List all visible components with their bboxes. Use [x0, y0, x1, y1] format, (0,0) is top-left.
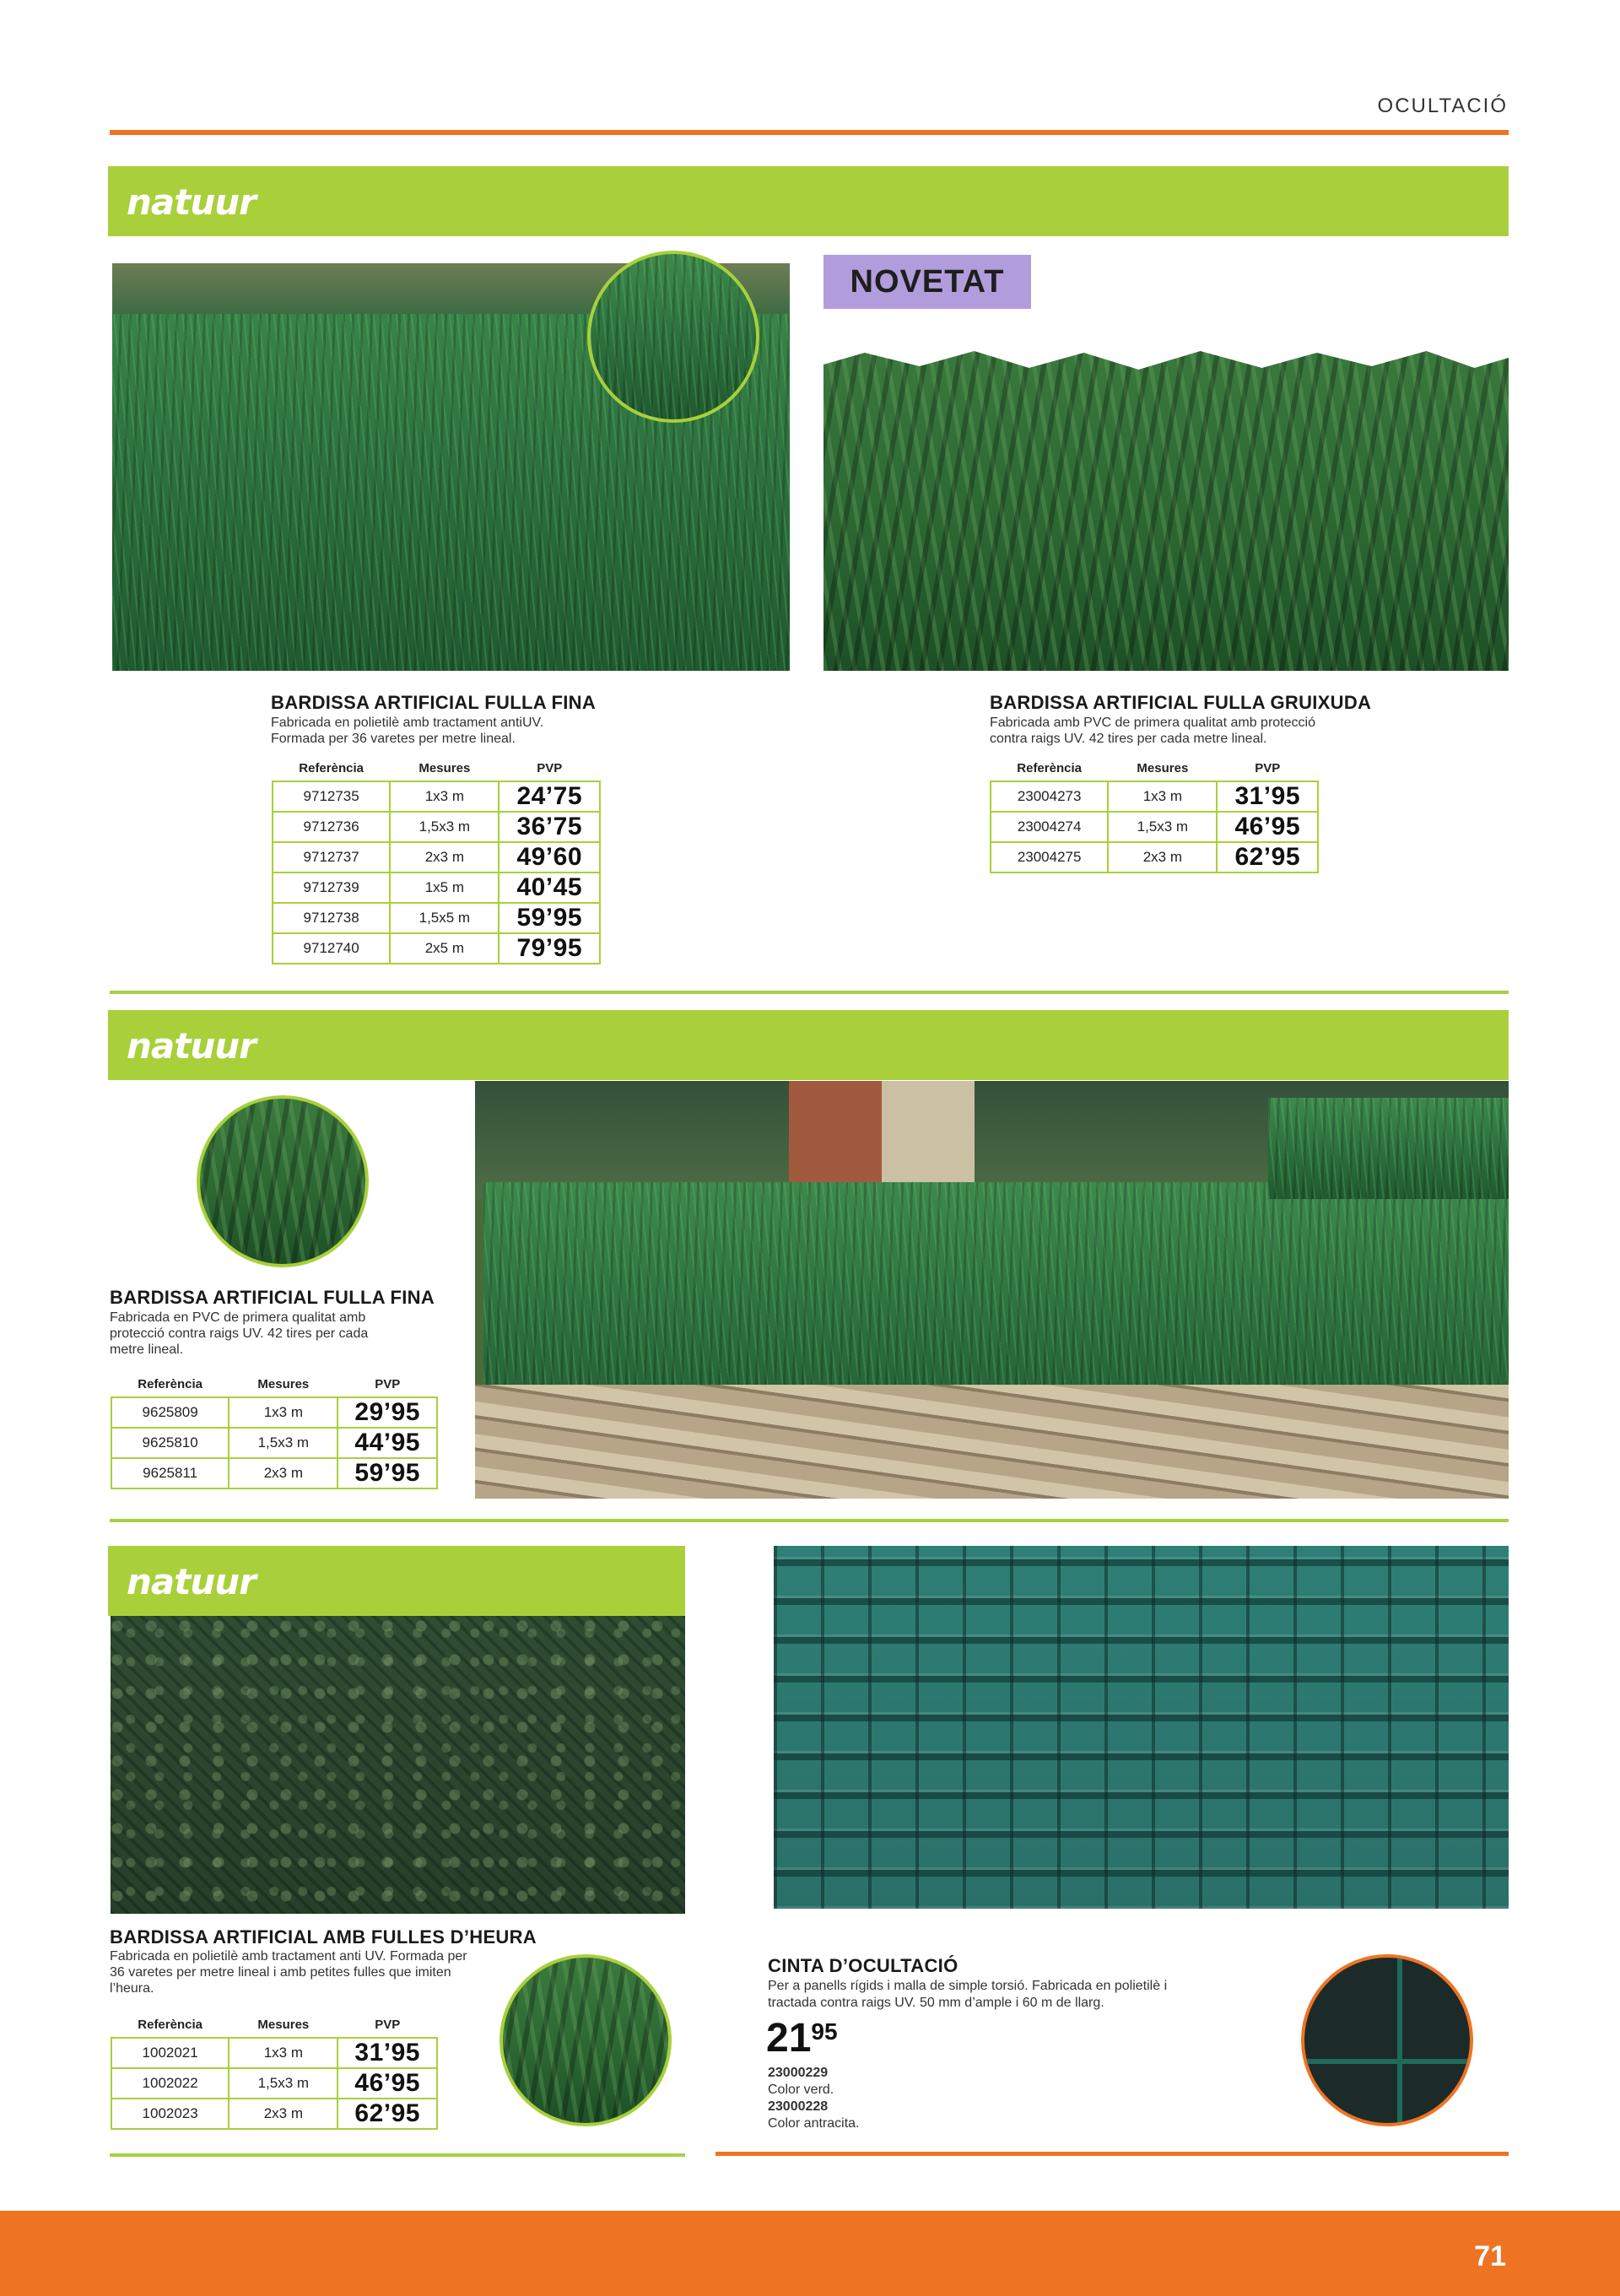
section-divider-2	[110, 1519, 1509, 1522]
price-decimal: 95	[811, 2018, 838, 2045]
price-cell: 46’95	[338, 2068, 437, 2099]
price-table-3	[111, 1377, 438, 1489]
desc-line: Fabricada en polietilè amb tractament anti UV. Formada per	[110, 1949, 467, 1964]
natuur-logo: natuur	[127, 1561, 256, 1602]
ref-cell: 1002022	[111, 2068, 229, 2099]
detail-circle-pvc	[197, 1095, 369, 1267]
table-row	[111, 2099, 437, 2129]
price-cell: 24’75	[499, 781, 600, 812]
price-cell: 49’60	[499, 842, 600, 872]
tape-title: CINTA D’OCULTACIÓ	[768, 1955, 958, 1976]
variant-color: Color verd.	[768, 2083, 834, 2097]
size-cell: 2x5 m	[390, 933, 499, 964]
brand-bar-1	[108, 166, 1509, 236]
size-cell: 2x3 m	[229, 2099, 338, 2129]
natuur-logo: natuur	[127, 181, 256, 223]
product-photo-tape	[774, 1546, 1509, 1909]
col-ref: Referència	[138, 1377, 202, 1391]
ref-cell: 9712736	[273, 812, 390, 842]
table-row	[273, 781, 600, 812]
price-cell: 31’95	[1217, 781, 1318, 812]
col-size: Mesures	[1137, 761, 1189, 775]
col-price: PVP	[537, 761, 563, 775]
col-ref: Referència	[299, 761, 364, 775]
price-table-1	[272, 761, 601, 964]
size-cell: 2x3 m	[390, 842, 499, 872]
product-title-1: BARDISSA ARTIFICIAL FULLA FINA	[271, 692, 597, 713]
col-size: Mesures	[257, 2018, 310, 2032]
table-row	[273, 812, 600, 842]
size-cell: 2x3 m	[229, 1458, 338, 1488]
table-row	[273, 933, 600, 964]
section-divider-3	[110, 2153, 685, 2157]
ref-cell: 23004273	[991, 781, 1108, 812]
section-divider-1	[110, 991, 1509, 994]
new-badge: NOVETAT	[824, 255, 1031, 309]
page-number: 71	[1474, 2240, 1506, 2272]
table-row	[111, 2068, 437, 2099]
table-row	[111, 2038, 437, 2068]
ref-cell: 1002021	[111, 2038, 229, 2068]
ref-cell: 23004275	[991, 842, 1108, 872]
table-row	[991, 842, 1318, 872]
product-desc-1	[271, 715, 543, 747]
ref-cell: 9712735	[273, 781, 390, 812]
ref-cell: 1002023	[111, 2099, 229, 2129]
detail-circle-ivy	[500, 1954, 672, 2126]
desc-line: 36 varetes per metre lineal i amb petites fulles que imiten	[110, 1965, 451, 1980]
desc-line: Fabricada amb PVC de primera qualitat amb protecció	[990, 716, 1315, 730]
desc-line: contra raigs UV. 42 tires per cada metre lineal.	[990, 732, 1267, 746]
product-desc-3	[110, 1310, 368, 1358]
size-cell: 2x3 m	[1108, 842, 1217, 872]
hedge-top-edge	[824, 338, 1509, 371]
table-row	[111, 1397, 437, 1428]
product-title-3: BARDISSA ARTIFICIAL FULLA FINA	[110, 1287, 435, 1308]
size-cell: 1x3 m	[1108, 781, 1217, 812]
ref-cell: 9712738	[273, 903, 390, 933]
photo-house	[789, 1081, 882, 1199]
price-cell: 44’95	[338, 1428, 437, 1458]
brand-bar-3	[108, 1546, 685, 1616]
col-ref: Referència	[138, 2018, 202, 2032]
header-divider	[110, 130, 1509, 135]
tape-variants	[768, 2065, 860, 2132]
price-table-2	[990, 761, 1319, 873]
product-photo-thick-hedge	[824, 338, 1509, 671]
col-price: PVP	[1255, 761, 1281, 775]
desc-line: tractada contra raigs UV. 50 mm d’ample i 60 m de llarg.	[768, 1996, 1104, 2010]
size-cell: 1x5 m	[390, 872, 499, 903]
price-integer: 21	[766, 2016, 812, 2061]
size-cell: 1,5x3 m	[1108, 812, 1217, 842]
size-cell: 1,5x5 m	[390, 903, 499, 933]
size-cell: 1,5x3 m	[229, 1428, 338, 1458]
desc-line: l’heura.	[110, 1981, 154, 1996]
ref-cell: 9712737	[273, 842, 390, 872]
variant-color: Color antracita.	[768, 2116, 860, 2131]
price-cell: 59’95	[338, 1458, 437, 1488]
tape-desc	[768, 1978, 1167, 2012]
price-cell: 79’95	[499, 933, 600, 964]
brand-bar-2	[108, 1010, 1509, 1080]
desc-line: Fabricada en polietilè amb tractament antiUV.	[271, 716, 544, 730]
table-row	[111, 1458, 437, 1488]
ref-cell: 9625810	[111, 1428, 229, 1458]
photo-hedge-top	[1268, 1098, 1509, 1199]
product-title-2: BARDISSA ARTIFICIAL FULLA GRUIXUDA	[990, 692, 1372, 713]
table-row	[273, 842, 600, 872]
section-label: OCULTACIÓ	[1377, 95, 1508, 117]
ref-cell: 23004274	[991, 812, 1108, 842]
size-cell: 1,5x3 m	[390, 812, 499, 842]
detail-circle-tape	[1301, 1954, 1473, 2126]
photo-house-stone	[882, 1081, 975, 1199]
tape-price	[766, 2015, 838, 2061]
price-cell: 31’95	[338, 2038, 437, 2068]
variant-ref: 23000229	[768, 2066, 829, 2080]
table-row	[991, 812, 1318, 842]
natuur-logo: natuur	[127, 1025, 256, 1067]
product-desc-2	[990, 715, 1315, 747]
footer-bar	[0, 2211, 1620, 2296]
product-desc-4	[110, 1948, 467, 1996]
detail-circle-fine	[587, 251, 759, 423]
table-row	[991, 781, 1318, 812]
price-cell: 59’95	[499, 903, 600, 933]
ref-cell: 9712739	[273, 872, 390, 903]
table-row	[273, 872, 600, 903]
section-divider-4	[716, 2152, 1509, 2156]
col-price: PVP	[375, 2018, 401, 2032]
product-photo-wall-hedge	[475, 1081, 1509, 1499]
price-cell: 36’75	[499, 812, 600, 842]
col-price: PVP	[375, 1377, 401, 1391]
col-size: Mesures	[418, 761, 471, 775]
photo-stone-wall	[475, 1385, 1509, 1499]
ref-cell: 9625811	[111, 1458, 229, 1488]
size-cell: 1x3 m	[390, 781, 499, 812]
price-cell: 40’45	[499, 872, 600, 903]
desc-line: Per a panells rígids i malla de simple torsió. Fabricada en polietilè i	[768, 1979, 1168, 1993]
variant-ref: 23000228	[768, 2099, 829, 2114]
ref-cell: 9712740	[273, 933, 390, 964]
tape-wire-v	[1397, 1958, 1402, 2123]
price-cell: 46’95	[1217, 812, 1318, 842]
table-row	[273, 903, 600, 933]
product-photo-ivy-hedge	[111, 1616, 685, 1914]
desc-line: protecció contra raigs UV. 42 tires per cada	[110, 1326, 369, 1341]
price-cell: 29’95	[338, 1397, 437, 1428]
tape-wire-h	[1304, 2059, 1470, 2064]
desc-line: Formada per 36 varetes per metre lineal.	[271, 732, 516, 746]
size-cell: 1x3 m	[229, 1397, 338, 1428]
product-title-4: BARDISSA ARTIFICIAL AMB FULLES D’HEURA	[110, 1926, 537, 1948]
size-cell: 1,5x3 m	[229, 2068, 338, 2099]
tape-rows	[774, 1546, 1509, 1909]
table-row	[111, 1428, 437, 1458]
price-cell: 62’95	[338, 2099, 437, 2129]
col-ref: Referència	[1017, 761, 1082, 775]
price-cell: 62’95	[1217, 842, 1318, 872]
col-size: Mesures	[257, 1377, 310, 1391]
price-table-4	[111, 2018, 438, 2130]
desc-line: Fabricada en PVC de primera qualitat amb	[110, 1310, 366, 1325]
ref-cell: 9625809	[111, 1397, 229, 1428]
desc-line: metre lineal.	[110, 1342, 184, 1357]
size-cell: 1x3 m	[229, 2038, 338, 2068]
